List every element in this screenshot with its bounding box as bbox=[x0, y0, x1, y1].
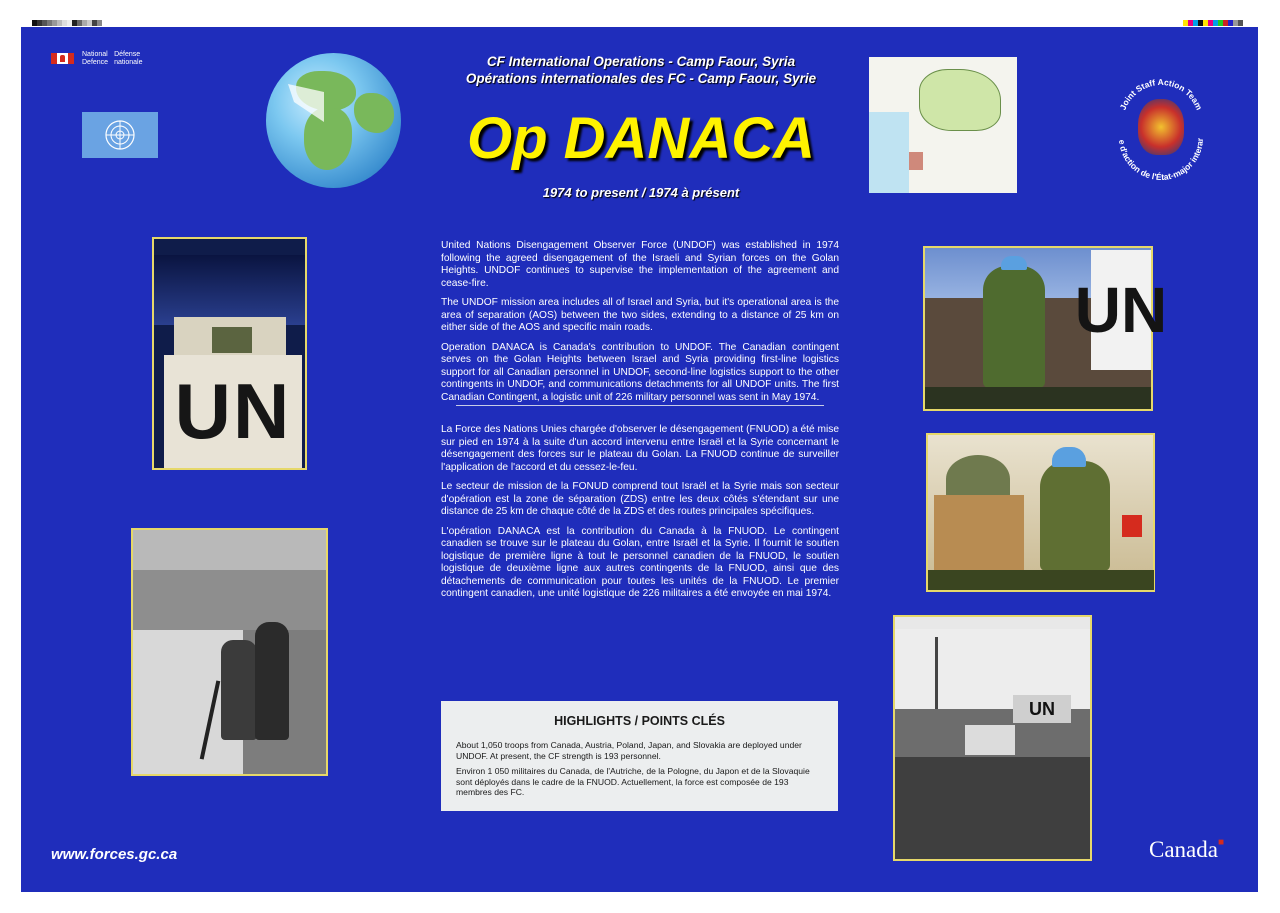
highlights-title: HIGHLIGHTS / POINTS CLÉS bbox=[554, 714, 725, 728]
highlights-box bbox=[441, 701, 838, 811]
body-english bbox=[441, 240, 839, 411]
paragraph: L'opération DANACA est la contribution du Canada à la FNUOD. Le contingent canadien se trouve sur le plateau du Golan, entre Israël et la Syrie. Il fournit le soutien logistique de première ligne à tout le personnel canadien de la FNUOD, le soutien logistique de deuxième ligne aux autres contingents de la FNUOD, ainsi que des détachements de communication pour toutes les unités de la FNUOD. Le premier contingent canadien, une unité logistique de 226 militaires a été envoyée en mai 1974. bbox=[441, 525, 839, 599]
paragraph: La Force des Nations Unies chargée d'observer le désengagement (FNUOD) a été mise sur pied en 1974 à la suite d'un accord intervenu entre Israël et la Syrie concernant le désengagement des forces sur le plateau du Golan. La FNUOD continue de surveiller l'application de l'accord et du cessez-le-feu. bbox=[441, 424, 839, 473]
color-calibration-bar-right bbox=[1183, 20, 1243, 26]
photo-soldier-church bbox=[926, 433, 1155, 592]
subtitle-english: CF International Operations - Camp Faour, Syria bbox=[486, 54, 796, 69]
photo-soldier-un-sign bbox=[923, 246, 1168, 411]
un-emblem-icon bbox=[103, 118, 137, 152]
paragraph: United Nations Disengagement Observer Force (UNDOF) was established in 1974 following the agreed disengagement of the Israeli and Syrian forces on the Golan Heights. UNDOF continues to supervise the implementation of the agreement and cease-fire. bbox=[441, 240, 839, 289]
golan-heights-marker bbox=[909, 152, 923, 170]
photo-un-tower bbox=[152, 237, 307, 470]
badge-bottom-text: e d'action de l'État-major interar bbox=[1116, 137, 1206, 183]
un-sign-text: UN bbox=[1029, 698, 1055, 719]
page-title: Op DANACA bbox=[467, 106, 815, 171]
un-sign-text: UN bbox=[1074, 274, 1168, 346]
canada-wordmark-text: Canada bbox=[1149, 837, 1218, 862]
website-link[interactable]: www.forces.gc.ca bbox=[51, 846, 178, 863]
government-signature bbox=[51, 51, 143, 67]
photo-caption bbox=[133, 760, 326, 774]
paragraph: The UNDOF mission area includes all of Israel and Syria, but it's operational area is the area of separation (AOS) between the two sides, extending to a distance of 25 km on either side of the AOS and specific main roads. bbox=[441, 297, 839, 333]
gov-sig-line2-en: Defence bbox=[82, 59, 109, 66]
joint-staff-action-team-badge bbox=[1111, 63, 1211, 193]
maple-leaf-icon: ■ bbox=[1217, 837, 1225, 848]
photo-caption bbox=[928, 570, 1154, 590]
badge-top-text: Joint Staff Action Team bbox=[1117, 76, 1205, 112]
locator-callout bbox=[286, 82, 326, 132]
canada-wordmark bbox=[1149, 837, 1224, 863]
gov-sig-line1-fr: Défense bbox=[114, 51, 141, 58]
gov-sig-line2-fr: nationale bbox=[114, 59, 143, 66]
paragraph: Operation DANACA is Canada's contribution to UNDOF. The Canadian contingent serves on the Golan Heights between Israel and Syria providing first-line logistics support for all Canadian personnel in UNDOF, second-line logistics support to the other contingents in UNDOF, and communications detachments for all UNDOF units. The first Canadian Contingent, a logistic unit of 226 military personnel was sent in May 1974. bbox=[441, 341, 839, 403]
color-calibration-bar-left bbox=[32, 20, 102, 26]
crest-icon bbox=[1138, 99, 1184, 155]
un-sign-text: UN bbox=[174, 367, 292, 455]
subtitle-french: Opérations internationales des FC - Camp Faour, Syrie bbox=[465, 71, 817, 86]
photo-caption bbox=[925, 387, 1151, 409]
dates-subtitle: 1974 to present / 1974 à présent bbox=[542, 185, 740, 200]
un-flag bbox=[82, 112, 158, 158]
body-french bbox=[441, 424, 839, 608]
syria-map bbox=[869, 57, 1017, 193]
photo-observation-post bbox=[131, 528, 328, 776]
canada-flag-icon bbox=[51, 53, 74, 64]
photo-observation-post-bw bbox=[893, 615, 1092, 861]
highlights-text-english: About 1,050 troops from Canada, Austria, Poland, Japan, and Slovakia are deployed under UNDOF. At present, the CF strength is 193 personnel. bbox=[456, 740, 802, 761]
syria-region bbox=[919, 69, 1001, 131]
paragraph: Le secteur de mission de la FONUD comprend tout Israël et la Syrie mais son secteur d'opération est la zone de séparation (ZDS) entre les deux côtés s'étendant sur une distance de 25 km de chaque côté de la ZDS et des routes principales spécifiques. bbox=[441, 481, 839, 517]
title-block bbox=[361, 53, 921, 87]
poster bbox=[21, 27, 1258, 892]
gov-sig-line1-en: National bbox=[82, 51, 108, 58]
divider bbox=[456, 405, 824, 406]
highlights-text-french: Environ 1 050 militaires du Canada, de l'Autriche, de la Pologne, du Japon et de la Slovaquie sont déployés dans le cadre de la FNUOD. Actuellement, la force est composée de 193 membres des FC. bbox=[456, 766, 810, 797]
